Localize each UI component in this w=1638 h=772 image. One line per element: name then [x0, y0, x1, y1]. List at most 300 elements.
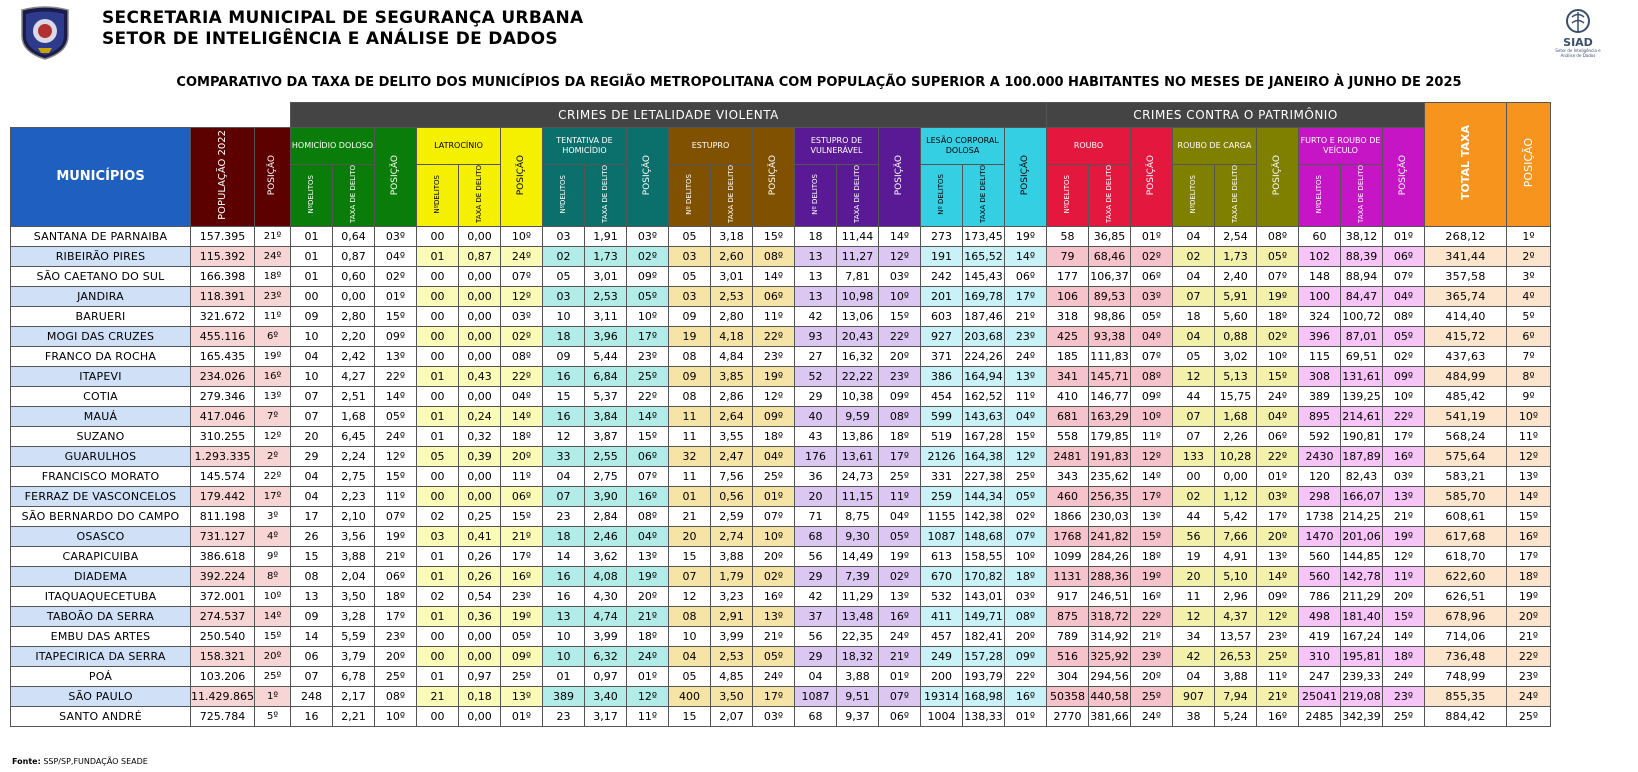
group-taxa-cell: 13,06 — [837, 306, 879, 326]
group-n-cell: 21 — [669, 506, 711, 526]
group-pos-cell: 02º — [501, 326, 543, 346]
populacao-label: POPULAÇÃO 2022 — [217, 130, 228, 220]
group-n-cell: 23 — [543, 706, 585, 726]
group-taxa-cell: 0,87 — [459, 246, 501, 266]
group-n-cell: 15 — [291, 546, 333, 566]
group-taxa-cell: 6,32 — [585, 646, 627, 666]
group-taxa-cell: 138,33 — [963, 706, 1005, 726]
group-n-cell: 06 — [291, 646, 333, 666]
group-n-cell: 08 — [291, 566, 333, 586]
table-row — [11, 706, 1551, 726]
group-taxa-cell: 2,10 — [333, 506, 375, 526]
group-pos-cell: 08º — [627, 506, 669, 526]
group-taxa-cell: 6,78 — [333, 666, 375, 686]
group-taxa-cell: 0,41 — [459, 526, 501, 546]
group-taxa-cell: 203,68 — [963, 326, 1005, 346]
group-pos-cell: 03º — [627, 226, 669, 246]
total-posicao-header — [1507, 103, 1551, 227]
group-pos-cell: 14º — [627, 406, 669, 426]
group-taxa-cell: 15,75 — [1215, 386, 1257, 406]
group-pos-cell: 14º — [1257, 566, 1299, 586]
group-taxa-cell: 7,39 — [837, 566, 879, 586]
group-taxa-cell: 0,87 — [333, 246, 375, 266]
group-taxa-cell: 187,46 — [963, 306, 1005, 326]
group-n-cell: 341 — [1047, 366, 1089, 386]
group-n-cell: 1087 — [921, 526, 963, 546]
group-pos-cell: 12º — [1005, 446, 1047, 466]
group-taxa-header-5 — [963, 165, 1005, 227]
table-row — [11, 586, 1551, 606]
total-taxa-cell: 568,24 — [1425, 426, 1507, 446]
group-n-cell: 01 — [417, 666, 459, 686]
header-title-line1: SECRETARIA MUNICIPAL DE SEGURANÇA URBANA — [102, 8, 584, 28]
group-taxa-cell: 181,40 — [1341, 606, 1383, 626]
group-taxa-cell: 214,61 — [1341, 406, 1383, 426]
group-ndelitos-header-6 — [1047, 165, 1089, 227]
populacao-cell: 372.001 — [191, 586, 255, 606]
group-pos-cell: 24º — [375, 426, 417, 446]
group-taxa-cell: 2,74 — [711, 526, 753, 546]
group-pos-cell: 17º — [627, 326, 669, 346]
group-n-cell: 01 — [291, 266, 333, 286]
ndelitos-label: NºDELITOS — [1063, 174, 1071, 214]
municipio-cell: CARAPICUIBA — [11, 546, 191, 566]
total-taxa-cell: 575,64 — [1425, 446, 1507, 466]
group-n-cell: 04 — [291, 346, 333, 366]
group-n-cell: 02 — [417, 506, 459, 526]
group-taxa-cell: 165,52 — [963, 246, 1005, 266]
group-n-cell: 20 — [669, 526, 711, 546]
municipio-cell: MOGI DAS CRUZES — [11, 326, 191, 346]
group-n-cell: 29 — [795, 566, 837, 586]
group-taxa-cell: 16,32 — [837, 346, 879, 366]
group-taxa-cell: 2,04 — [333, 566, 375, 586]
group-taxa-cell: 5,13 — [1215, 366, 1257, 386]
group-n-cell: 52 — [795, 366, 837, 386]
municipio-cell: FERRAZ DE VASCONCELOS — [11, 486, 191, 506]
group-pos-cell: 10º — [1257, 346, 1299, 366]
populacao-cell: 165.435 — [191, 346, 255, 366]
group-n-cell: 106 — [1047, 286, 1089, 306]
group-taxa-cell: 201,06 — [1341, 526, 1383, 546]
group-header-6: ROUBO — [1047, 128, 1131, 165]
group-taxa-cell: 89,53 — [1089, 286, 1131, 306]
group-pos-cell: 21º — [753, 626, 795, 646]
group-taxa-cell: 2,24 — [333, 446, 375, 466]
group-taxa-cell: 8,75 — [837, 506, 879, 526]
group-taxa-cell: 149,71 — [963, 606, 1005, 626]
group-pos-cell: 24º — [1257, 386, 1299, 406]
group-taxa-cell: 7,81 — [837, 266, 879, 286]
municipio-cell: SÃO PAULO — [11, 686, 191, 706]
group-pos-cell: 22º — [627, 386, 669, 406]
group-taxa-cell: 3,18 — [711, 226, 753, 246]
group-n-cell: 410 — [1047, 386, 1089, 406]
group-taxa-cell: 0,64 — [333, 226, 375, 246]
group-pos-cell: 01º — [375, 286, 417, 306]
group-n-cell: 133 — [1173, 446, 1215, 466]
table-row — [11, 506, 1551, 526]
group-taxa-cell: 88,39 — [1341, 246, 1383, 266]
group-taxa-cell: 0,00 — [459, 466, 501, 486]
total-posicao-cell: 25º — [1507, 706, 1551, 726]
total-taxa-cell: 437,63 — [1425, 346, 1507, 366]
populacao-posicao-cell: 3º — [255, 506, 291, 526]
group-pos-cell: 13º — [627, 546, 669, 566]
municipio-cell: RIBEIRÃO PIRES — [11, 246, 191, 266]
group-n-cell: 498 — [1299, 606, 1341, 626]
group-pos-cell: 12º — [879, 246, 921, 266]
populacao-posicao-cell: 20º — [255, 646, 291, 666]
group-pos-cell: 15º — [753, 226, 795, 246]
group-n-cell: 15 — [669, 706, 711, 726]
total-posicao-cell: 16º — [1507, 526, 1551, 546]
group-ndelitos-header-7 — [1173, 165, 1215, 227]
populacao-posicao-cell: 14º — [255, 606, 291, 626]
total-posicao-cell: 19º — [1507, 586, 1551, 606]
populacao-cell: 321.672 — [191, 306, 255, 326]
group-pos-cell: 19º — [753, 366, 795, 386]
group-n-cell: 38 — [1173, 706, 1215, 726]
group-taxa-cell: 5,24 — [1215, 706, 1257, 726]
group-taxa-cell: 167,24 — [1341, 626, 1383, 646]
group-n-cell: 07 — [1173, 286, 1215, 306]
table-row — [11, 626, 1551, 646]
total-posicao-cell: 15º — [1507, 506, 1551, 526]
group-n-cell: 917 — [1047, 586, 1089, 606]
group-n-cell: 200 — [921, 666, 963, 686]
populacao-posicao-cell: 25º — [255, 666, 291, 686]
group-taxa-cell: 3,01 — [585, 266, 627, 286]
group-posicao-label: POSIÇÃO — [894, 154, 904, 196]
group-pos-cell: 23º — [753, 346, 795, 366]
group-taxa-cell: 0,26 — [459, 566, 501, 586]
group-n-cell: 18 — [1173, 306, 1215, 326]
group-taxa-cell: 157,28 — [963, 646, 1005, 666]
group-n-cell: 04 — [291, 466, 333, 486]
group-pos-cell: 12º — [1257, 606, 1299, 626]
section-patrimonio-header: CRIMES CONTRA O PATRIMÔNIO — [1047, 103, 1425, 128]
group-n-cell: 875 — [1047, 606, 1089, 626]
group-taxa-cell: 0,00 — [333, 286, 375, 306]
group-taxa-cell: 24,73 — [837, 466, 879, 486]
group-n-cell: 177 — [1047, 266, 1089, 286]
group-taxa-cell: 4,18 — [711, 326, 753, 346]
group-taxa-cell: 173,45 — [963, 226, 1005, 246]
group-n-cell: 03 — [543, 226, 585, 246]
group-n-cell: 2770 — [1047, 706, 1089, 726]
municipio-cell: BARUERI — [11, 306, 191, 326]
group-pos-cell: 10º — [375, 706, 417, 726]
group-taxa-cell: 2,53 — [711, 646, 753, 666]
group-ndelitos-header-0 — [291, 165, 333, 227]
group-pos-cell: 13º — [879, 586, 921, 606]
group-taxa-cell: 3,40 — [585, 686, 627, 706]
group-taxa-cell: 143,63 — [963, 406, 1005, 426]
populacao-cell: 1.293.335 — [191, 446, 255, 466]
group-pos-cell: 10º — [627, 306, 669, 326]
total-taxa-cell: 617,68 — [1425, 526, 1507, 546]
group-pos-cell: 01º — [501, 706, 543, 726]
group-pos-cell: 09º — [1005, 646, 1047, 666]
total-taxa-cell: 341,44 — [1425, 246, 1507, 266]
group-pos-cell: 13º — [753, 606, 795, 626]
group-pos-cell: 11º — [1383, 566, 1425, 586]
group-n-cell: 09 — [543, 346, 585, 366]
group-n-cell: 249 — [921, 646, 963, 666]
municipio-cell: SÃO BERNARDO DO CAMPO — [11, 506, 191, 526]
group-taxa-cell: 214,25 — [1341, 506, 1383, 526]
group-pos-cell: 11º — [879, 486, 921, 506]
group-n-cell: 273 — [921, 226, 963, 246]
group-n-cell: 16 — [543, 406, 585, 426]
group-pos-cell: 11º — [1005, 386, 1047, 406]
group-n-cell: 23 — [543, 506, 585, 526]
group-pos-cell: 23º — [1383, 686, 1425, 706]
group-taxa-cell: 2,46 — [585, 526, 627, 546]
group-pos-cell: 04º — [1131, 326, 1173, 346]
group-posicao-header-6 — [1131, 128, 1173, 227]
group-taxa-cell: 2,96 — [1215, 586, 1257, 606]
group-pos-cell: 01º — [753, 486, 795, 506]
municipio-cell: SANTANA DE PARNAIBA — [11, 226, 191, 246]
group-pos-cell: 02º — [1383, 346, 1425, 366]
group-pos-cell: 20º — [1131, 666, 1173, 686]
total-taxa-cell: 608,61 — [1425, 506, 1507, 526]
populacao-posicao-cell: 13º — [255, 386, 291, 406]
group-taxa-cell: 0,00 — [459, 386, 501, 406]
group-n-cell: 60 — [1299, 226, 1341, 246]
group-taxa-cell: 82,43 — [1341, 466, 1383, 486]
municipio-cell: SÃO CAETANO DO SUL — [11, 266, 191, 286]
group-pos-cell: 14º — [753, 266, 795, 286]
group-pos-cell: 16º — [627, 486, 669, 506]
table-row — [11, 246, 1551, 266]
group-posicao-header-8 — [1383, 128, 1425, 227]
group-pos-cell: 21º — [1005, 306, 1047, 326]
populacao-posicao-cell: 19º — [255, 346, 291, 366]
populacao-posicao-cell: 10º — [255, 586, 291, 606]
header-title-line2: SETOR DE INTELIGÊNCIA E ANÁLISE DE DADOS — [102, 29, 558, 49]
table-row — [11, 486, 1551, 506]
ndelitos-label: NºDELITOS — [1315, 174, 1323, 214]
group-n-cell: 201 — [921, 286, 963, 306]
group-taxa-cell: 0,00 — [459, 226, 501, 246]
crime-rate-table — [10, 102, 1551, 727]
group-pos-cell: 10º — [753, 526, 795, 546]
group-pos-cell: 23º — [627, 346, 669, 366]
group-posicao-label: POSIÇÃO — [1020, 154, 1030, 196]
group-taxa-cell: 3,11 — [585, 306, 627, 326]
group-n-cell: 58 — [1047, 226, 1089, 246]
group-pos-cell: 03º — [375, 226, 417, 246]
group-taxa-cell: 9,30 — [837, 526, 879, 546]
total-posicao-cell: 14º — [1507, 486, 1551, 506]
group-pos-cell: 12º — [375, 446, 417, 466]
group-n-cell: 1470 — [1299, 526, 1341, 546]
group-pos-cell: 11º — [501, 466, 543, 486]
group-n-cell: 102 — [1299, 246, 1341, 266]
group-pos-cell: 01º — [1383, 226, 1425, 246]
total-taxa-cell: 357,58 — [1425, 266, 1507, 286]
group-pos-cell: 17º — [753, 686, 795, 706]
group-pos-cell: 25º — [375, 666, 417, 686]
total-taxa-cell: 415,72 — [1425, 326, 1507, 346]
table-row — [11, 466, 1551, 486]
total-taxa-cell: 678,96 — [1425, 606, 1507, 626]
group-taxa-cell: 381,66 — [1089, 706, 1131, 726]
total-taxa-cell: 585,70 — [1425, 486, 1507, 506]
group-posicao-label: POSIÇÃO — [516, 154, 526, 196]
group-pos-cell: 07º — [879, 686, 921, 706]
group-n-cell: 20 — [1173, 566, 1215, 586]
group-n-cell: 1087 — [795, 686, 837, 706]
group-taxa-cell: 0,00 — [459, 706, 501, 726]
group-n-cell: 42 — [795, 306, 837, 326]
group-n-cell: 42 — [1173, 646, 1215, 666]
group-n-cell: 242 — [921, 266, 963, 286]
group-pos-cell: 02º — [1005, 506, 1047, 526]
municipio-cell: ITAPEVI — [11, 366, 191, 386]
populacao-cell: 118.391 — [191, 286, 255, 306]
group-n-cell: 00 — [417, 706, 459, 726]
group-n-cell: 454 — [921, 386, 963, 406]
taxa-label: TAXA DE DELITO — [601, 165, 609, 223]
group-pos-cell: 02º — [1257, 326, 1299, 346]
group-pos-cell: 15º — [501, 506, 543, 526]
group-pos-cell: 16º — [1005, 686, 1047, 706]
group-pos-cell: 22º — [1257, 446, 1299, 466]
group-n-cell: 1768 — [1047, 526, 1089, 546]
group-taxa-cell: 211,29 — [1341, 586, 1383, 606]
group-pos-cell: 20º — [753, 546, 795, 566]
group-taxa-cell: 256,35 — [1089, 486, 1131, 506]
group-n-cell: 18 — [543, 526, 585, 546]
group-pos-cell: 06º — [1383, 246, 1425, 266]
total-taxa-cell: 714,06 — [1425, 626, 1507, 646]
populacao-posicao-cell: 24º — [255, 246, 291, 266]
group-pos-cell: 07º — [1131, 346, 1173, 366]
ndelitos-label: NºDELITOS — [1189, 174, 1197, 214]
group-taxa-cell: 7,56 — [711, 466, 753, 486]
group-n-cell: 01 — [669, 486, 711, 506]
group-taxa-cell: 146,77 — [1089, 386, 1131, 406]
group-taxa-cell: 0,36 — [459, 606, 501, 626]
taxa-label: TAXA DE DELITO — [1105, 165, 1113, 223]
group-pos-cell: 11º — [1257, 666, 1299, 686]
group-pos-cell: 20º — [1257, 526, 1299, 546]
group-taxa-cell: 139,25 — [1341, 386, 1383, 406]
total-posicao-cell: 20º — [1507, 606, 1551, 626]
group-n-cell: 05 — [669, 226, 711, 246]
group-n-cell: 603 — [921, 306, 963, 326]
group-n-cell: 1866 — [1047, 506, 1089, 526]
group-pos-cell: 05º — [375, 406, 417, 426]
group-pos-cell: 21º — [1257, 686, 1299, 706]
group-n-cell: 17 — [291, 506, 333, 526]
populacao-cell: 731.127 — [191, 526, 255, 546]
group-pos-cell: 04º — [1383, 286, 1425, 306]
table-row — [11, 646, 1551, 666]
populacao-cell: 310.255 — [191, 426, 255, 446]
group-taxa-cell: 11,29 — [837, 586, 879, 606]
group-pos-cell: 08º — [753, 246, 795, 266]
total-posicao-cell: 7º — [1507, 346, 1551, 366]
group-n-cell: 07 — [669, 566, 711, 586]
group-n-cell: 05 — [543, 266, 585, 286]
group-pos-cell: 20º — [375, 646, 417, 666]
group-pos-cell: 03º — [1005, 586, 1047, 606]
group-n-cell: 13 — [795, 266, 837, 286]
populacao-cell: 158.321 — [191, 646, 255, 666]
group-n-cell: 56 — [795, 546, 837, 566]
group-pos-cell: 04º — [627, 526, 669, 546]
group-taxa-cell: 11,15 — [837, 486, 879, 506]
group-ndelitos-header-1 — [417, 165, 459, 227]
group-pos-cell: 10º — [501, 226, 543, 246]
group-taxa-cell: 2,84 — [585, 506, 627, 526]
group-n-cell: 01 — [291, 246, 333, 266]
group-n-cell: 07 — [291, 666, 333, 686]
group-taxa-cell: 9,59 — [837, 406, 879, 426]
group-n-cell: 00 — [417, 286, 459, 306]
group-n-cell: 71 — [795, 506, 837, 526]
group-taxa-cell: 3,88 — [333, 546, 375, 566]
group-pos-cell: 14º — [375, 386, 417, 406]
total-taxa-cell: 485,42 — [1425, 386, 1507, 406]
group-pos-cell: 22º — [879, 326, 921, 346]
group-taxa-cell: 2,80 — [333, 306, 375, 326]
group-n-cell: 68 — [795, 526, 837, 546]
group-n-cell: 14 — [543, 546, 585, 566]
group-pos-cell: 25º — [501, 666, 543, 686]
populacao-posicao-cell: 12º — [255, 426, 291, 446]
group-taxa-cell: 2,20 — [333, 326, 375, 346]
group-n-cell: 68 — [795, 706, 837, 726]
group-pos-cell: 21º — [627, 606, 669, 626]
group-pos-cell: 04º — [753, 446, 795, 466]
group-pos-cell: 03º — [1131, 286, 1173, 306]
group-n-cell: 08 — [669, 386, 711, 406]
group-taxa-cell: 167,28 — [963, 426, 1005, 446]
total-taxa-cell: 268,12 — [1425, 226, 1507, 246]
group-header-5: LESÃO CORPORAL DOLOSA — [921, 128, 1005, 165]
group-pos-cell: 22º — [1383, 406, 1425, 426]
total-posicao-cell: 9º — [1507, 386, 1551, 406]
group-n-cell: 19 — [1173, 546, 1215, 566]
group-posicao-header-7 — [1257, 128, 1299, 227]
group-pos-cell: 19º — [1005, 226, 1047, 246]
total-taxa-cell: 414,40 — [1425, 306, 1507, 326]
group-n-cell: 176 — [795, 446, 837, 466]
group-taxa-cell: 142,38 — [963, 506, 1005, 526]
siad-logo — [1550, 8, 1606, 56]
populacao-posicao-cell: 23º — [255, 286, 291, 306]
group-taxa-cell: 2,42 — [333, 346, 375, 366]
group-n-cell: 02 — [1173, 246, 1215, 266]
group-n-cell: 19 — [669, 326, 711, 346]
group-pos-cell: 18º — [1383, 646, 1425, 666]
group-taxa-cell: 294,56 — [1089, 666, 1131, 686]
group-pos-cell: 17º — [375, 606, 417, 626]
group-pos-cell: 18º — [753, 426, 795, 446]
group-taxa-cell: 314,92 — [1089, 626, 1131, 646]
populacao-posicao-cell: 6º — [255, 326, 291, 346]
group-taxa-header-1 — [459, 165, 501, 227]
group-taxa-cell: 0,56 — [711, 486, 753, 506]
group-header-4: ESTUPRO DE VULNERÁVEL — [795, 128, 879, 165]
group-n-cell: 191 — [921, 246, 963, 266]
